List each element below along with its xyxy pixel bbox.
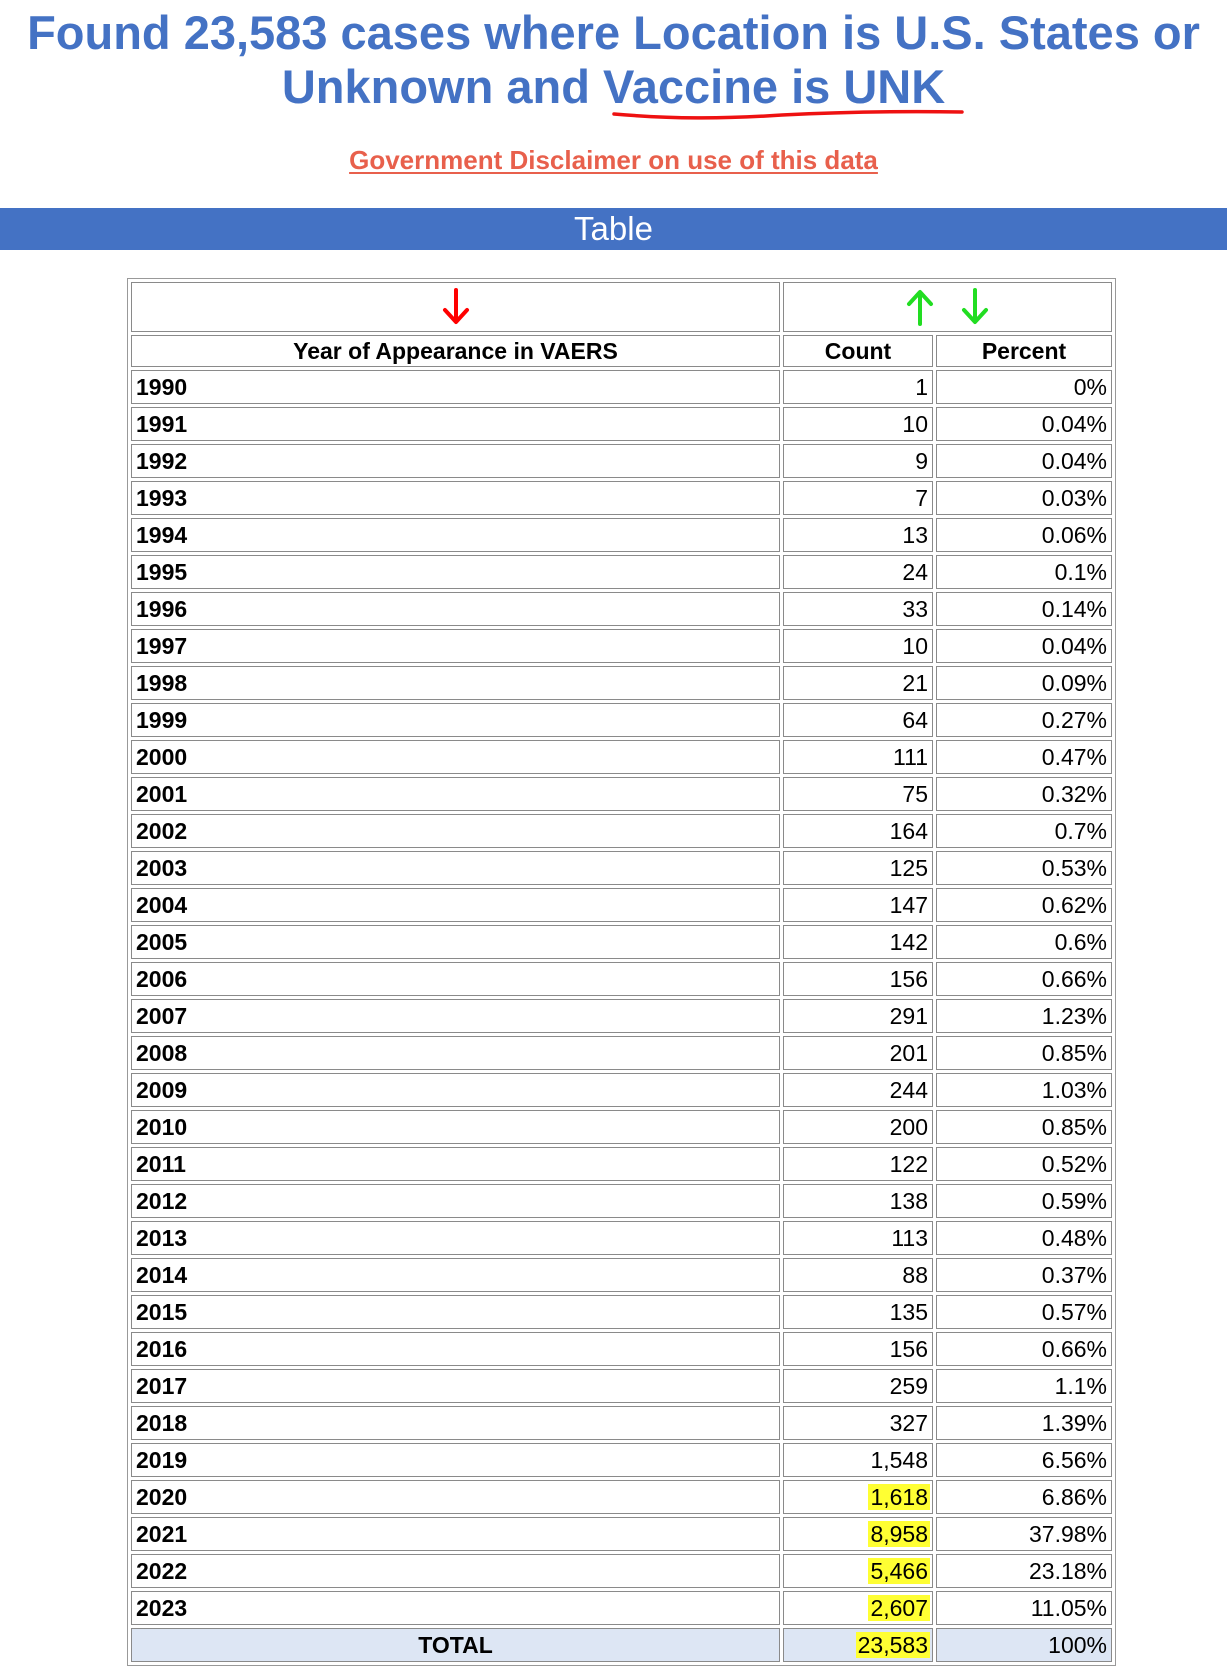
percent-cell: 0.85%: [936, 1110, 1112, 1144]
table-row: [131, 777, 1112, 811]
table-row: [131, 851, 1112, 885]
percent-cell: 1.1%: [936, 1369, 1112, 1403]
down-arrow-icon[interactable]: [441, 287, 471, 327]
table-row: [131, 1517, 1112, 1551]
table-row: [131, 740, 1112, 774]
percent-cell: 0.14%: [936, 592, 1112, 626]
count-value: 164: [889, 818, 928, 844]
table-row: [131, 925, 1112, 959]
count-cell: [783, 1332, 933, 1366]
count-cell: [783, 888, 933, 922]
percent-cell: 0.85%: [936, 1036, 1112, 1070]
count-cell: [783, 1258, 933, 1292]
count-value: 259: [889, 1373, 928, 1399]
count-cell: [783, 777, 933, 811]
count-value: 64: [902, 707, 928, 733]
table-row: [131, 555, 1112, 589]
count-value: 135: [889, 1299, 928, 1325]
total-percent: 100%: [936, 1628, 1112, 1662]
count-value: 142: [889, 929, 928, 955]
year-cell: 1994: [131, 518, 780, 552]
count-cell: [783, 703, 933, 737]
year-cell: 2018: [131, 1406, 780, 1440]
table-row: [131, 1184, 1112, 1218]
page-title: [0, 6, 1227, 114]
year-cell: 1993: [131, 481, 780, 515]
percent-cell: 6.86%: [936, 1480, 1112, 1514]
header-percent: Percent: [936, 335, 1112, 367]
year-cell: 2008: [131, 1036, 780, 1070]
year-cell: 2009: [131, 1073, 780, 1107]
count-cell: [783, 1591, 933, 1625]
table-row: [131, 1073, 1112, 1107]
header-year: Year of Appearance in VAERS: [131, 335, 780, 367]
count-value: 88: [902, 1262, 928, 1288]
count-value: 291: [889, 1003, 928, 1029]
percent-cell: 0.27%: [936, 703, 1112, 737]
results-table: [127, 278, 1116, 1666]
count-value: 113: [891, 1225, 928, 1251]
percent-cell: 0.04%: [936, 407, 1112, 441]
year-sort-cell: [131, 282, 780, 332]
count-value: 125: [889, 855, 928, 881]
percent-cell: 0.52%: [936, 1147, 1112, 1181]
year-cell: 2021: [131, 1517, 780, 1551]
count-value: 111: [893, 744, 928, 770]
year-cell: 2007: [131, 999, 780, 1033]
section-header-table: Table: [0, 208, 1227, 250]
percent-cell: 0.37%: [936, 1258, 1112, 1292]
count-sort-cell: [783, 282, 1112, 332]
up-arrow-icon[interactable]: [905, 287, 935, 327]
table-row: [131, 1258, 1112, 1292]
count-value: 9: [915, 448, 928, 474]
year-cell: 2006: [131, 962, 780, 996]
year-cell: 2022: [131, 1554, 780, 1588]
year-cell: 2003: [131, 851, 780, 885]
count-cell: [783, 1406, 933, 1440]
table-header-row: [131, 335, 1112, 367]
percent-cell: 0.6%: [936, 925, 1112, 959]
table-row: [131, 407, 1112, 441]
count-value: 1: [915, 374, 928, 400]
total-count-cell: [783, 1628, 933, 1662]
table-row: [131, 703, 1112, 737]
year-cell: 2010: [131, 1110, 780, 1144]
percent-cell: 6.56%: [936, 1443, 1112, 1477]
count-value: 75: [902, 781, 928, 807]
year-cell: 1996: [131, 592, 780, 626]
count-value: 200: [889, 1114, 928, 1140]
table-row: [131, 1480, 1112, 1514]
year-cell: 2014: [131, 1258, 780, 1292]
count-value: 327: [889, 1410, 928, 1436]
count-cell: [783, 592, 933, 626]
year-cell: 2005: [131, 925, 780, 959]
percent-cell: 0.47%: [936, 740, 1112, 774]
count-cell: [783, 1443, 933, 1477]
year-cell: 2015: [131, 1295, 780, 1329]
table-row: [131, 1443, 1112, 1477]
count-cell: [783, 1036, 933, 1070]
percent-cell: 23.18%: [936, 1554, 1112, 1588]
percent-cell: 11.05%: [936, 1591, 1112, 1625]
count-value: 33: [902, 596, 928, 622]
table-row: [131, 1406, 1112, 1440]
percent-cell: 0.03%: [936, 481, 1112, 515]
percent-cell: 0.06%: [936, 518, 1112, 552]
page-title-line-1: Found 23,583 cases where Location is U.S. States or: [27, 6, 1200, 59]
table-row: [131, 370, 1112, 404]
count-value: 13: [902, 522, 928, 548]
count-value: 156: [889, 1336, 928, 1362]
percent-cell: 37.98%: [936, 1517, 1112, 1551]
count-value: 10: [902, 411, 928, 437]
count-cell: [783, 481, 933, 515]
table-row: [131, 1221, 1112, 1255]
year-cell: 2001: [131, 777, 780, 811]
count-value: 122: [889, 1151, 928, 1177]
table-row: [131, 1295, 1112, 1329]
percent-cell: 0.59%: [936, 1184, 1112, 1218]
percent-cell: 0.53%: [936, 851, 1112, 885]
year-cell: 2017: [131, 1369, 780, 1403]
table-row: [131, 666, 1112, 700]
count-cell: [783, 1517, 933, 1551]
count-value: 147: [889, 892, 928, 918]
count-cell: [783, 1295, 933, 1329]
year-cell: 1992: [131, 444, 780, 478]
total-label: TOTAL: [131, 1628, 780, 1662]
page-title-line-2: Unknown and Vaccine is UNK: [281, 60, 946, 113]
year-cell: 1990: [131, 370, 780, 404]
count-value: 2,607: [870, 1595, 928, 1621]
percent-cell: 1.39%: [936, 1406, 1112, 1440]
count-cell: [783, 407, 933, 441]
table-row: [131, 1369, 1112, 1403]
count-value: 7: [915, 485, 928, 511]
count-cell: [783, 1221, 933, 1255]
count-cell: [783, 1480, 933, 1514]
percent-cell: 0.57%: [936, 1295, 1112, 1329]
year-cell: 1995: [131, 555, 780, 589]
count-cell: [783, 925, 933, 959]
percent-cell: 0.09%: [936, 666, 1112, 700]
percent-cell: 1.03%: [936, 1073, 1112, 1107]
year-cell: 2016: [131, 1332, 780, 1366]
percent-cell: 0.62%: [936, 888, 1112, 922]
year-cell: 1991: [131, 407, 780, 441]
table-row: [131, 1554, 1112, 1588]
count-cell: [783, 629, 933, 663]
count-value: 5,466: [870, 1558, 928, 1584]
year-cell: 2000: [131, 740, 780, 774]
count-value: 24: [902, 559, 928, 585]
table-row: [131, 629, 1112, 663]
percent-cell: 0%: [936, 370, 1112, 404]
percent-cell: 1.23%: [936, 999, 1112, 1033]
count-cell: [783, 518, 933, 552]
total-row: [131, 1628, 1112, 1662]
count-cell: [783, 1184, 933, 1218]
count-cell: [783, 444, 933, 478]
count-cell: [783, 666, 933, 700]
table-row: [131, 1147, 1112, 1181]
count-cell: [783, 814, 933, 848]
year-cell: 1999: [131, 703, 780, 737]
percent-cell: 0.32%: [936, 777, 1112, 811]
table-row: [131, 1332, 1112, 1366]
count-cell: [783, 999, 933, 1033]
count-cell: [783, 1147, 933, 1181]
count-cell: [783, 370, 933, 404]
percent-cell: 0.48%: [936, 1221, 1112, 1255]
table-row: [131, 1036, 1112, 1070]
header-count: Count: [783, 335, 933, 367]
year-cell: 2023: [131, 1591, 780, 1625]
count-cell: [783, 1073, 933, 1107]
percent-cell: 0.04%: [936, 629, 1112, 663]
count-value: 10: [902, 633, 928, 659]
count-cell: [783, 962, 933, 996]
count-cell: [783, 851, 933, 885]
percent-cell: 0.04%: [936, 444, 1112, 478]
year-cell: 2004: [131, 888, 780, 922]
percent-cell: 0.7%: [936, 814, 1112, 848]
year-cell: 2011: [131, 1147, 780, 1181]
count-cell: [783, 1369, 933, 1403]
total-count: 23,583: [857, 1632, 928, 1658]
table-row: [131, 518, 1112, 552]
year-cell: 1997: [131, 629, 780, 663]
count-cell: [783, 1110, 933, 1144]
year-cell: 2013: [131, 1221, 780, 1255]
table-row: [131, 592, 1112, 626]
count-value: 138: [889, 1188, 928, 1214]
percent-cell: 0.66%: [936, 1332, 1112, 1366]
red-underline-annotation: [612, 102, 964, 122]
down-arrow-icon[interactable]: [960, 287, 990, 327]
table-row: [131, 814, 1112, 848]
count-value: 156: [889, 966, 928, 992]
percent-cell: 0.66%: [936, 962, 1112, 996]
year-cell: 2019: [131, 1443, 780, 1477]
table-row: [131, 1591, 1112, 1625]
year-cell: 2012: [131, 1184, 780, 1218]
count-value: 21: [902, 670, 928, 696]
table-row: [131, 999, 1112, 1033]
percent-cell: 0.1%: [936, 555, 1112, 589]
disclaimer: [0, 145, 1227, 176]
year-cell: 2002: [131, 814, 780, 848]
government-disclaimer-link[interactable]: Government Disclaimer on use of this data: [349, 145, 878, 175]
count-cell: [783, 555, 933, 589]
table-row: [131, 481, 1112, 515]
results-table-wrapper: [127, 278, 1116, 1666]
table-row: [131, 962, 1112, 996]
count-value: 244: [889, 1077, 928, 1103]
table-row: [131, 888, 1112, 922]
table-row: [131, 444, 1112, 478]
count-value: 201: [889, 1040, 928, 1066]
count-cell: [783, 740, 933, 774]
count-value: 1,548: [870, 1447, 928, 1473]
count-cell: [783, 1554, 933, 1588]
table-row: [131, 1110, 1112, 1144]
sort-row: [131, 282, 1112, 332]
count-value: 8,958: [870, 1521, 928, 1547]
year-cell: 2020: [131, 1480, 780, 1514]
year-cell: 1998: [131, 666, 780, 700]
count-value: 1,618: [870, 1484, 928, 1510]
